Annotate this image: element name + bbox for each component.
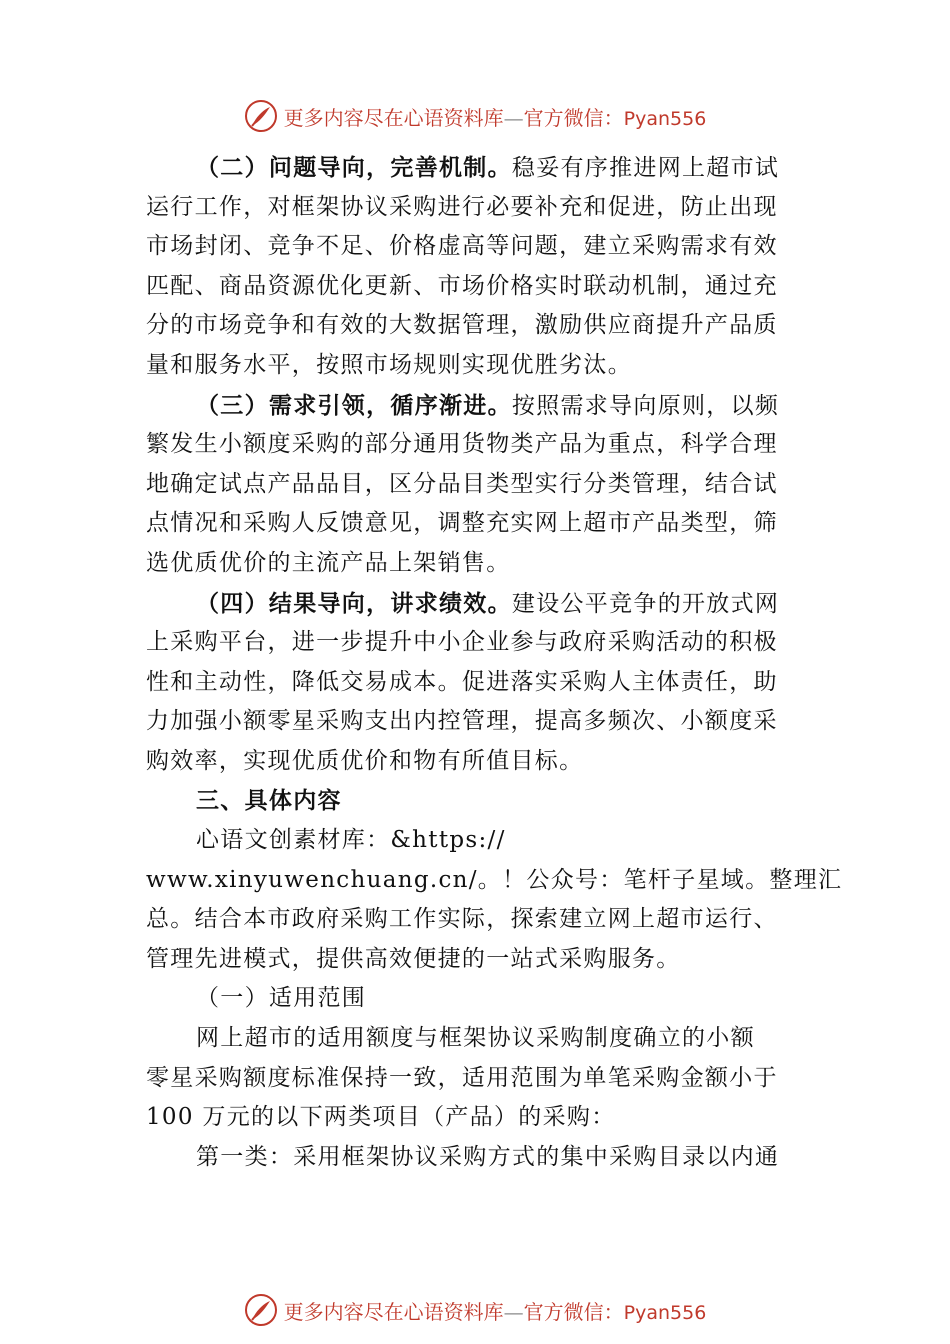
paragraph-line bbox=[146, 584, 806, 624]
paragraph-text: 稳妥有序推进网上超市试 bbox=[511, 155, 780, 181]
banner-wechat-label: 官方微信： bbox=[523, 1299, 624, 1324]
banner-title: 更多内容尽在心语资料库 bbox=[283, 1299, 504, 1324]
feather-logo-icon bbox=[244, 1293, 278, 1327]
banner-wechat-label: 官方微信： bbox=[523, 105, 624, 130]
subsection-title: （一）适用范围 bbox=[196, 985, 367, 1012]
banner-wechat-id: Pyan556 bbox=[623, 1301, 707, 1324]
paragraph-line: 力加强小额零星采购支出内控管理，提高多频次、小额度采 bbox=[146, 708, 778, 735]
paragraph-line: www.xinyuwenchuang.cn/。！公众号：笔杆子星域。整理汇 bbox=[146, 866, 843, 893]
paragraph-line: 地确定试点产品品目，区分品目类型实行分类管理，结合试 bbox=[146, 470, 778, 497]
paragraph-line: 点情况和采购人反馈意见，调整充实网上超市产品类型，筛 bbox=[146, 510, 778, 537]
header-watermark-banner bbox=[0, 96, 950, 136]
paragraph-heading: （三）需求引领，循序渐进。 bbox=[196, 391, 512, 419]
paragraph-line: 100 万元的以下两类项目（产品）的采购： bbox=[146, 1104, 616, 1131]
document-body bbox=[146, 148, 843, 1177]
banner-separator: — bbox=[503, 1299, 524, 1324]
section-title: 三、具体内容 bbox=[196, 787, 342, 814]
paragraph-line: 分的市场竞争和有效的大数据管理，激励供应商提升产品质 bbox=[146, 312, 778, 339]
paragraph-heading: （四）结果导向，讲求绩效。 bbox=[196, 589, 512, 617]
banner-text bbox=[284, 102, 707, 131]
banner-separator: — bbox=[503, 105, 524, 130]
banner-title: 更多内容尽在心语资料库 bbox=[283, 105, 504, 130]
paragraph-line: 网上超市的适用额度与框架协议采购制度确立的小额 bbox=[196, 1025, 755, 1052]
banner-wechat-id: Pyan556 bbox=[623, 107, 707, 130]
paragraph-text: 建设公平竞争的开放式网 bbox=[511, 590, 780, 617]
paragraph-line: 市场封闭、竞争不足、价格虚高等问题，建立采购需求有效 bbox=[146, 233, 778, 260]
paragraph-line: 运行工作，对框架协议采购进行必要补充和促进，防止出现 bbox=[146, 193, 778, 220]
paragraph-line: 匹配、商品资源优化更新、市场价格实时联动机制，通过充 bbox=[146, 272, 778, 299]
paragraph-line: 上采购平台，进一步提升中小企业参与政府采购活动的积极 bbox=[146, 629, 778, 656]
paragraph-heading: （二）问题导向，完善机制。 bbox=[196, 154, 512, 181]
footer-watermark-banner bbox=[0, 1290, 950, 1330]
feather-logo-icon bbox=[244, 99, 278, 133]
paragraph-line: 心语文创素材库：&https:// bbox=[196, 827, 506, 854]
banner-text bbox=[284, 1296, 707, 1325]
paragraph-line: 购效率，实现优质优价和物有所值目标。 bbox=[146, 747, 584, 774]
paragraph-line: 零星采购额度标准保持一致，适用范围为单笔采购金额小于 bbox=[146, 1064, 778, 1091]
paragraph-text: 按照需求导向原则，以频 bbox=[511, 392, 780, 419]
paragraph-line: 选优质优价的主流产品上架销售。 bbox=[146, 549, 511, 576]
paragraph-line: 性和主动性，降低交易成本。促进落实采购人主体责任，助 bbox=[146, 668, 778, 695]
paragraph-line bbox=[146, 386, 806, 426]
paragraph-line: 繁发生小额度采购的部分通用货物类产品为重点，科学合理 bbox=[146, 431, 778, 458]
paragraph-line: 量和服务水平，按照市场规则实现优胜劣汰。 bbox=[146, 351, 632, 378]
paragraph-line: 管理先进模式，提供高效便捷的一站式采购服务。 bbox=[146, 945, 681, 972]
paragraph-line: 总。结合本市政府采购工作实际，探索建立网上超市运行、 bbox=[146, 906, 778, 933]
paragraph-line bbox=[146, 148, 806, 188]
paragraph-line: 第一类：采用框架协议采购方式的集中采购目录以内通 bbox=[196, 1143, 780, 1170]
